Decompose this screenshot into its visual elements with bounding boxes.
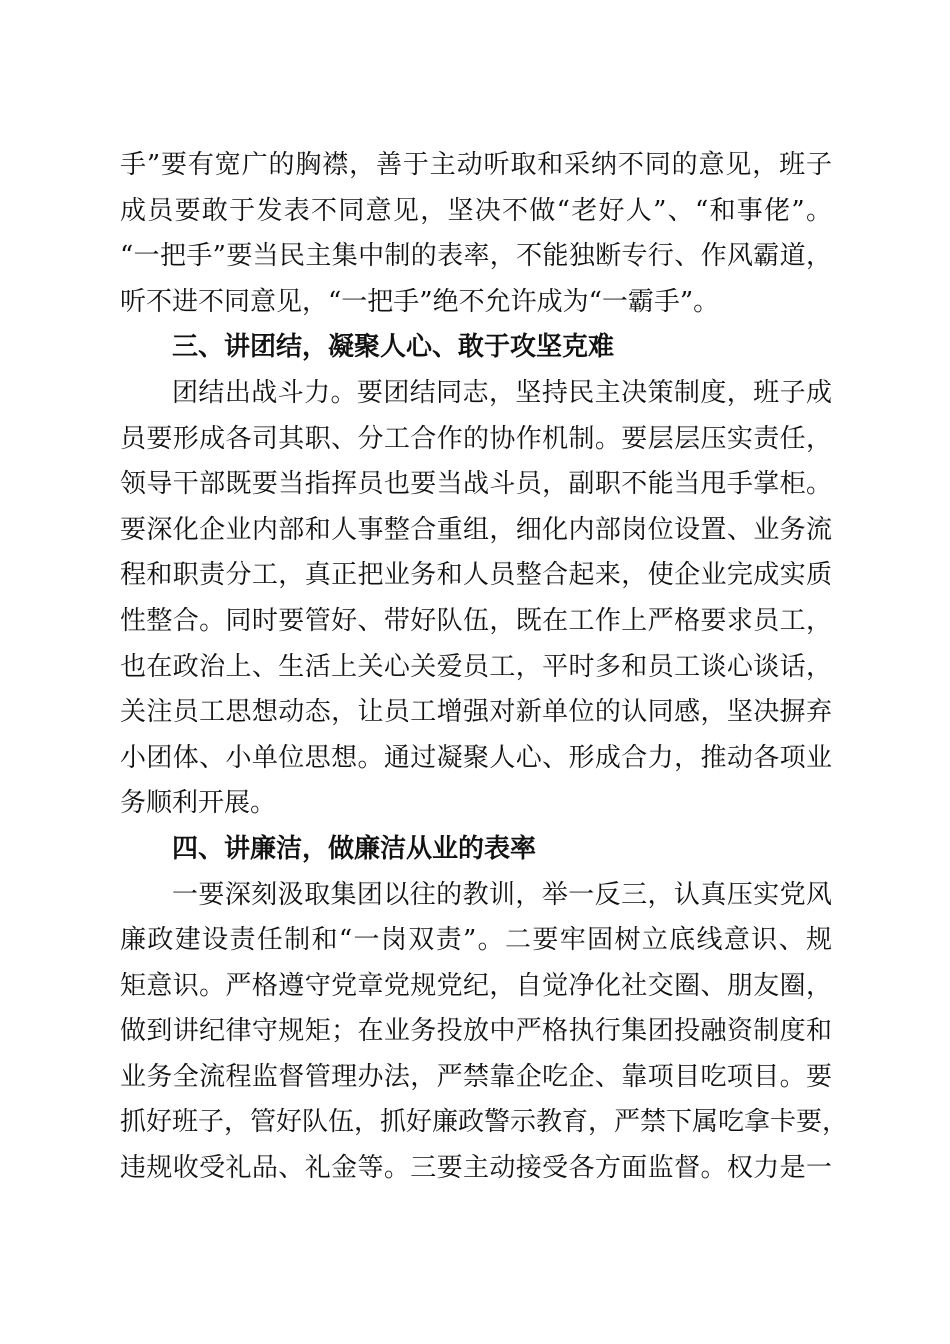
text-line: 手”要有宽广的胸襟，善于主动听取和采纳不同的意见，班子 xyxy=(120,150,832,180)
paragraph-integrity xyxy=(120,873,849,1192)
text-line: “一把手”要当民主集中制的表率，不能独断专行、作风霸道， xyxy=(120,241,832,272)
text-line: 关注员工思想动态，让员工增强对新单位的认同感，坚决摒弃 xyxy=(120,697,832,728)
text-line: 业务全流程监督管理办法，严禁靠企吃企、靠项目吃项目。要 xyxy=(120,1061,832,1092)
paragraph-continued xyxy=(120,143,832,325)
text-line: 领导干部既要当指挥员也要当战斗员，副职不能当甩手掌柜。 xyxy=(120,469,832,500)
text-line: 成员要敢于发表不同意见，坚决不做“老好人”、“和事佬”。 xyxy=(120,195,832,226)
text-line: 做到讲纪律守规矩；在业务投放中严格执行集团投融资制度和 xyxy=(120,1016,832,1047)
paragraph-unity xyxy=(120,371,832,827)
document-body xyxy=(120,143,849,1192)
text-line: 违规收受礼品、礼金等。三要主动接受各方面监督。权力是一 xyxy=(120,1153,832,1184)
text-line: 要深化企业内部和人事整合重组，细化内部岗位设置、业务流 xyxy=(120,514,832,545)
text-line: 廉政建设责任制和“一岗双责”。二要牢固树立底线意识、规 xyxy=(120,925,832,956)
text-line: 矩意识。严格遵守党章党规党纪，自觉净化社交圈、朋友圈， xyxy=(120,970,832,1001)
section-heading-4: 四、讲廉洁，做廉洁从业的表率 xyxy=(172,833,537,864)
section-heading-3: 三、讲团结，凝聚人心、敢于攻坚克难 xyxy=(172,332,615,363)
text-line: 小团体、小单位思想。通过凝聚人心、形成合力，推动各项业 xyxy=(120,742,832,773)
text-line: 团结出战斗力。要团结同志，坚持民主决策制度，班子成 xyxy=(172,377,832,408)
text-line: 抓好班子，管好队伍，抓好廉政警示教育，严禁下属吃拿卡要， xyxy=(120,1107,849,1138)
text-line: 性整合。同时要管好、带好队伍，既在工作上严格要求员工， xyxy=(120,605,832,636)
text-line: 务顺利开展。 xyxy=(120,788,277,819)
text-line: 也在政治上、生活上关心关爱员工，平时多和员工谈心谈话， xyxy=(120,651,832,682)
text-line: 员要形成各司其职、分工合作的协作机制。要层层压实责任， xyxy=(120,423,832,454)
text-line: 一要深刻汲取集团以往的教训，举一反三，认真压实党风 xyxy=(172,879,832,910)
text-line: 程和职责分工，真正把业务和人员整合起来，使企业完成实质 xyxy=(120,560,832,591)
text-line: 听不进不同意见，“一把手”绝不允许成为“一霸手”。 xyxy=(120,286,720,317)
